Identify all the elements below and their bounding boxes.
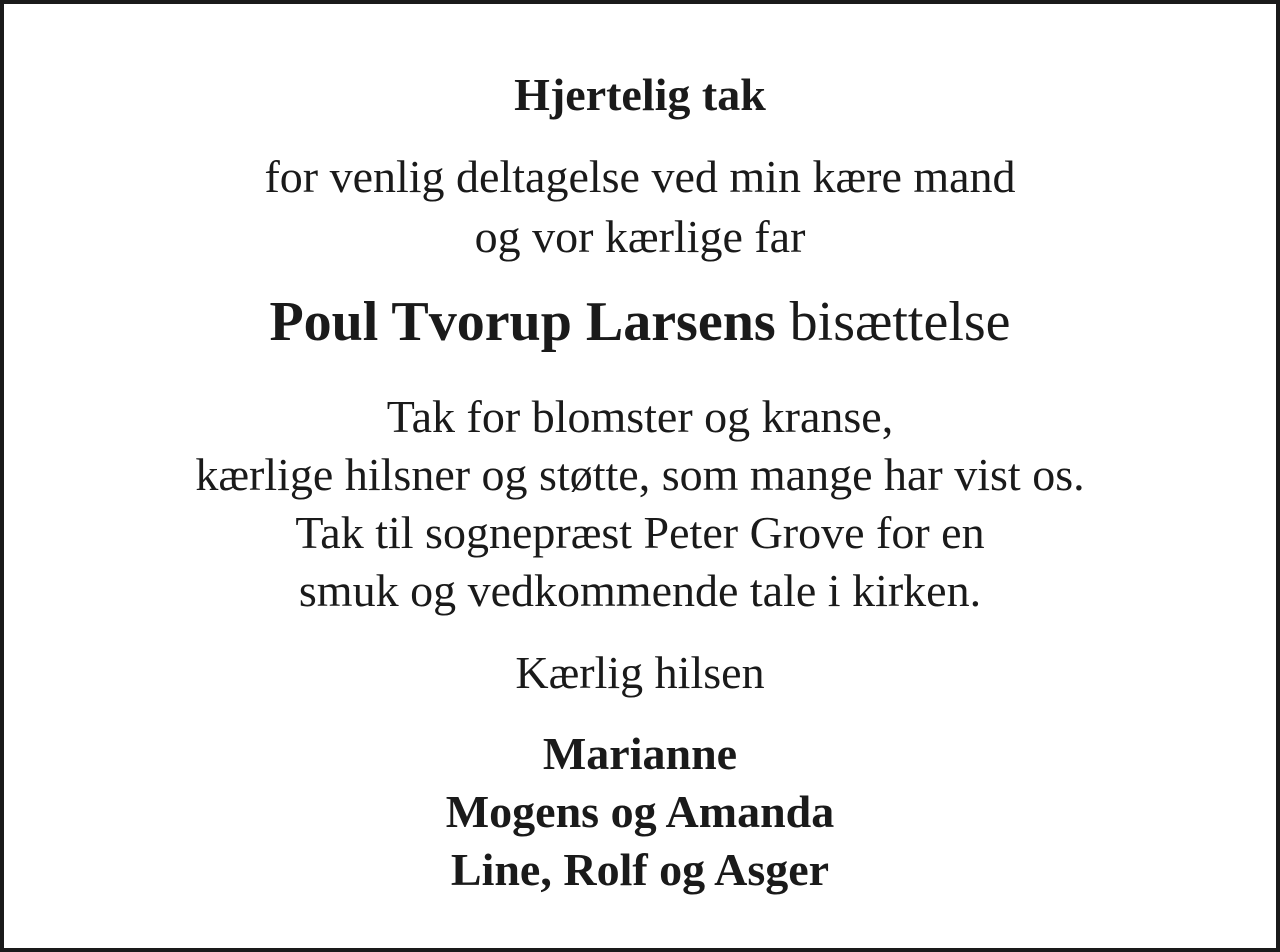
signature-2: Mogens og Amanda [445,786,835,837]
intro-line-2: og vor kærlige far [474,211,806,262]
body-line-3: Tak til sognepræst Peter Grove for en [295,507,985,558]
event-label: bisættelse [789,291,1011,353]
body-line-1: Tak for blomster og kranse, [386,391,894,442]
notice-heading: Hjertelig tak [514,69,766,120]
closing-greeting: Kærlig hilsen [515,647,765,698]
intro-line-1: for venlig deltagelse ved min kære mand [264,151,1016,202]
body-line-4: smuk og vedkommende tale i kirken. [298,565,982,616]
signature-1: Marianne [542,728,738,779]
deceased-name: Poul Tvorup Larsens [269,291,776,353]
deceased-line [4,291,1276,353]
signature-3: Line, Rolf og Asger [450,844,830,895]
body-line-2: kærlige hilsner og støtte, som mange har vist os. [195,449,1085,500]
